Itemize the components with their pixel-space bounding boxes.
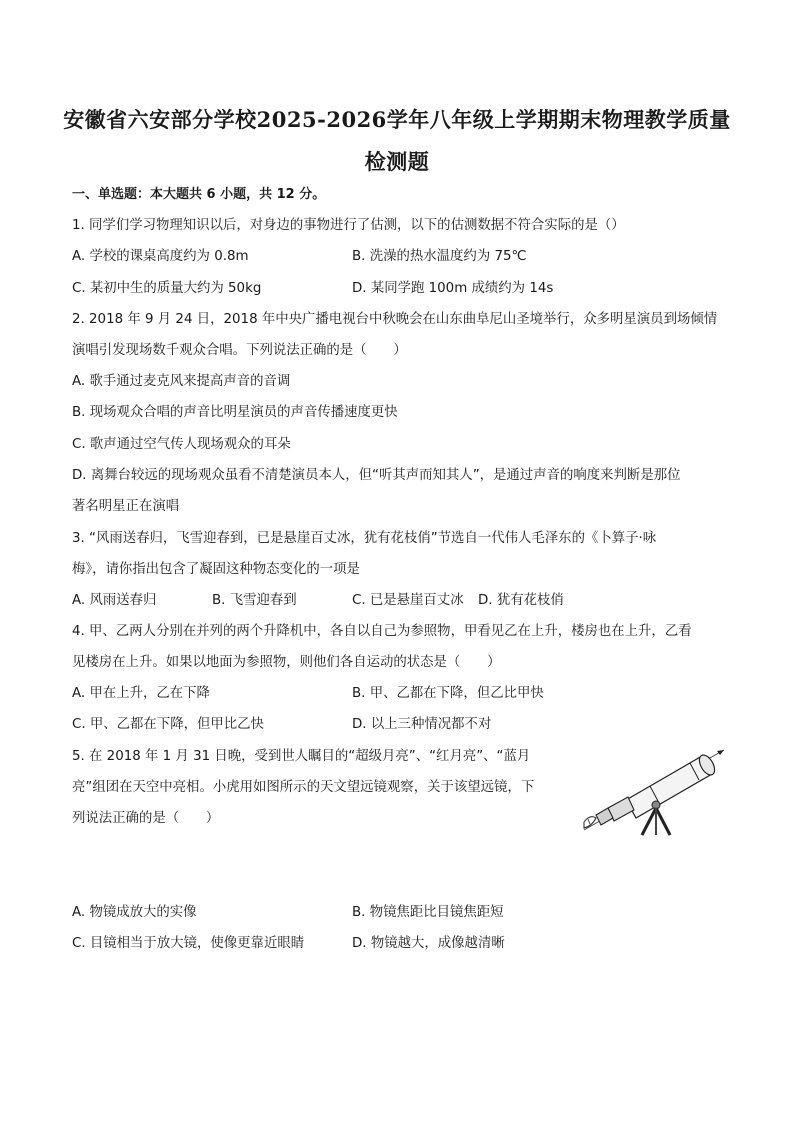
question-4-option-a: A. 甲在上升，乙在下降: [72, 686, 210, 701]
question-5-option-d: D. 物镜越大，成像越清晰: [352, 936, 505, 951]
question-1-option-a: A. 学校的课桌高度约为 0.8m: [72, 249, 249, 264]
question-2-option-d-line1: D. 离舞台较远的现场观众虽看不清楚演员本人，但“听其声而知其人”，是通过声音的响度来判断是那位: [72, 468, 681, 483]
question-5-option-b: B. 物镜焦距比目镜焦距短: [352, 905, 504, 920]
question-4-option-d: D. 以上三种情况都不对: [352, 717, 492, 732]
question-5-stem-line3: 列说法正确的是（ ）: [72, 811, 220, 826]
question-2-option-c: C. 歌声通过空气传人现场观众的耳朵: [72, 437, 291, 452]
question-2-option-a: A. 歌手通过麦克风来提高声音的音调: [72, 374, 291, 389]
question-3-option-d: D. 犹有花枝俏: [478, 593, 564, 608]
exam-title-line2: 检测题: [364, 149, 430, 174]
section-heading: 一、单选题：本大题共 6 小题，共 12 分。: [72, 187, 326, 202]
question-4-stem-line2: 见楼房在上升。如果以地面为参照物，则他们各自运动的状态是（ ）: [72, 655, 501, 670]
question-2-option-b: B. 现场观众合唱的声音比明星演员的声音传播速度更快: [72, 405, 398, 420]
question-5-option-c: C. 目镜相当于放大镜，使像更靠近眼睛: [72, 936, 305, 951]
question-5-option-a: A. 物镜成放大的实像: [72, 905, 197, 920]
question-2-option-d-line2: 著名明星正在演唱: [72, 499, 180, 514]
question-3-option-c: C. 已是悬崖百丈冰: [352, 593, 464, 608]
question-3-stem-line2: 梅》，请你指出包含了凝固这种物态变化的一项是: [72, 562, 360, 577]
question-3-option-a: A. 风雨送春归: [72, 593, 157, 608]
question-2-stem-line1: 2. 2018 年 9 月 24 日，2018 年中央广播电视台中秋晚会在山东曲阜尼山圣境举行，众多明星演员到场倾情: [72, 312, 718, 327]
question-1-option-d: D. 某同学跑 100m 成绩约为 14s: [352, 281, 554, 296]
telescope-figure: [578, 742, 726, 836]
question-5-stem-line2: 亮”组团在天空中亮相。小虎用如图所示的天文望远镜观察，关于该望远镜，下: [72, 780, 535, 795]
question-4-option-c: C. 甲、乙都在下降，但甲比乙快: [72, 717, 264, 732]
question-3-option-b: B. 飞雪迎春到: [212, 593, 297, 608]
question-1-stem: 1. 同学们学习物理知识以后，对身边的事物进行了估测，以下的估测数据不符合实际的是（）: [72, 218, 625, 233]
exam-title-line1: 安徽省六安部分学校2025-2026学年八年级上学期期末物理教学质量: [63, 107, 731, 132]
question-4-option-b: B. 甲、乙都在下降，但乙比甲快: [352, 686, 544, 701]
question-1-option-c: C. 某初中生的质量大约为 50kg: [72, 281, 262, 296]
question-2-stem-line2: 演唱引发现场数千观众合唱。下列说法正确的是（ ）: [72, 343, 407, 358]
question-5-stem-line1: 5. 在 2018 年 1 月 31 日晚，受到世人瞩目的“超级月亮”、“红月亮”、“蓝月: [72, 749, 531, 764]
question-1-option-b: B. 洗澡的热水温度约为 75℃: [352, 249, 527, 264]
question-3-stem-line1: 3. “风雨送春归，飞雪迎春到，已是悬崖百丈冰，犹有花枝俏”节选自一代伟人毛泽东的《卜算子·咏: [72, 531, 657, 546]
question-4-stem-line1: 4. 甲、乙两人分别在并列的两个升降机中，各自以自己为参照物，甲看见乙在上升，楼房也在上升，乙看: [72, 624, 692, 639]
